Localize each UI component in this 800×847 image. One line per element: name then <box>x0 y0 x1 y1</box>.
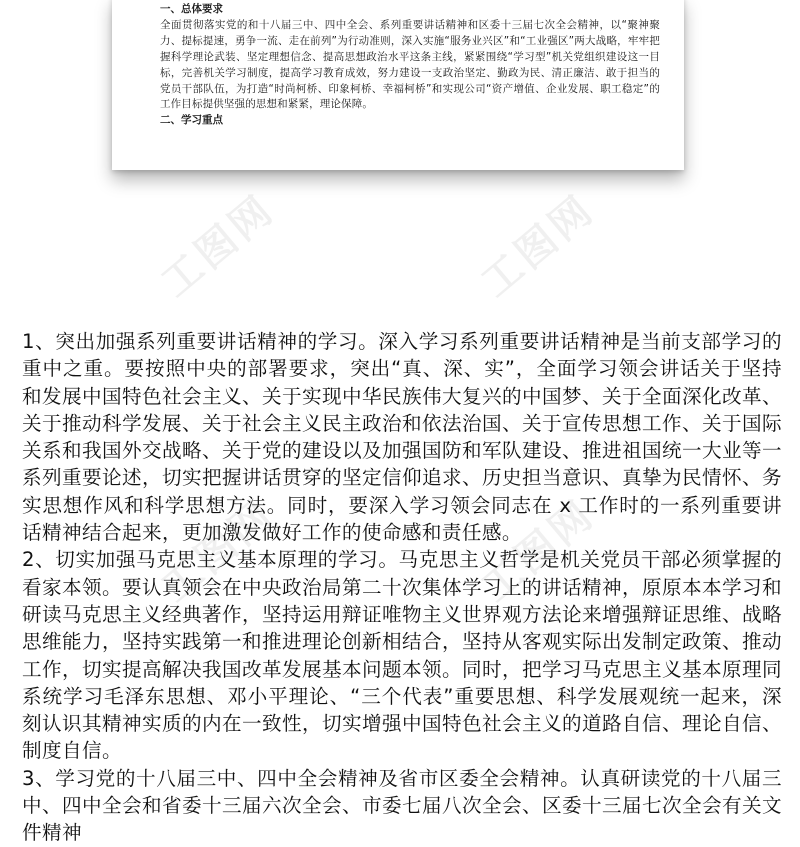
watermark-logo: 工图网 <box>472 491 604 612</box>
document-preview-card <box>112 0 684 170</box>
article-paragraph-1: 1、突出加强系列重要讲话精神的学习。深入学习系列重要讲话精神是当前支部学习的重中之重。要按照中央的部署要求，突出“真、深、实”，全面学习领会讲话关于坚持和发展中国特色社会主义、关于实现中华民族伟大复兴的中国梦、关于全面深化改革、关于推动科学发展、关于社会主义民主政治和依法治国、关于宣传思想工作、关于国际关系和我国外交战略、关于党的建设以及加强国防和军队建设、推进祖国统一大业等一系列重要论述，切实把握讲话贯穿的坚定信仰追求、历史担当意识、真挚为民情怀、务实思想作风和科学思想方法。同时，要深入学习领会同志在 x 工作时的一系列重要讲话精神结合起来，更加激发做好工作的使命感和责任感。 <box>22 330 782 545</box>
article-body <box>22 328 782 847</box>
preview-heading-general-requirements: 一、总体要求 <box>160 3 223 15</box>
article-paragraph-3: 3、学习党的十八届三中、四中全会精神及省市区委全会精神。认真研读党的十八届三中、四中全会和省委十三届六次全会、市委七届八次全会、区委十三届七次全会有关文件精神 <box>22 766 782 845</box>
preview-card-content <box>160 0 660 129</box>
watermark-logo: 工图网 <box>152 491 284 612</box>
watermark-logo: 工图网 <box>152 186 284 307</box>
preview-body-paragraph: 全面贯彻落实党的和十八届三中、四中全会、系列重要讲话精神和区委十三届七次全会精神，以“聚神聚力、提标提速，勇争一流、走在前列”为行动准则，深入实施“服务业兴区”和“工业强区”两大战略，牢牢把握科学理论武装、坚定理想信念、提高思想政治水平这条主线，紧紧围绕“学习型”机关党组织建设这一目标，完善机关学习制度，提高学习教育成效，努力建设一支政治坚定、勤政为民、清正廉洁、敢于担当的党员干部队伍，为打造“时尚柯桥、印象柯桥、幸福柯桥”和实现公司“资产增值、企业发展、职工稳定”的工作目标提供坚强的思想和紧紧，理论保障。 <box>160 18 660 111</box>
article-paragraph-2: 2、切实加强马克思主义基本原理的学习。马克思主义哲学是机关党员干部必须掌握的看家本领。要认真领会在中央政治局第二十次集体学习上的讲话精神，原原本本学习和研读马克思主义经典著作，坚持运用辩证唯物主义世界观方法论来增强辩证思维、战略思维能力，坚持实践第一和推进理论创新相结合，坚持从客观实际出发制定政策、推动工作，切实提高解决我国改革发展基本问题本领。同时，把学习马克思主义基本原理同系统学习毛泽东思想、邓小平理论、“三个代表”重要思想、科学发展观统一起来，深刻认识其精神实质的内在一致性，切实增强中国特色社会主义的道路自信、理论自信、制度自信。 <box>22 548 782 763</box>
preview-heading-study-focus: 二、学习重点 <box>160 114 223 127</box>
watermark-logo: 工图网 <box>472 186 604 307</box>
